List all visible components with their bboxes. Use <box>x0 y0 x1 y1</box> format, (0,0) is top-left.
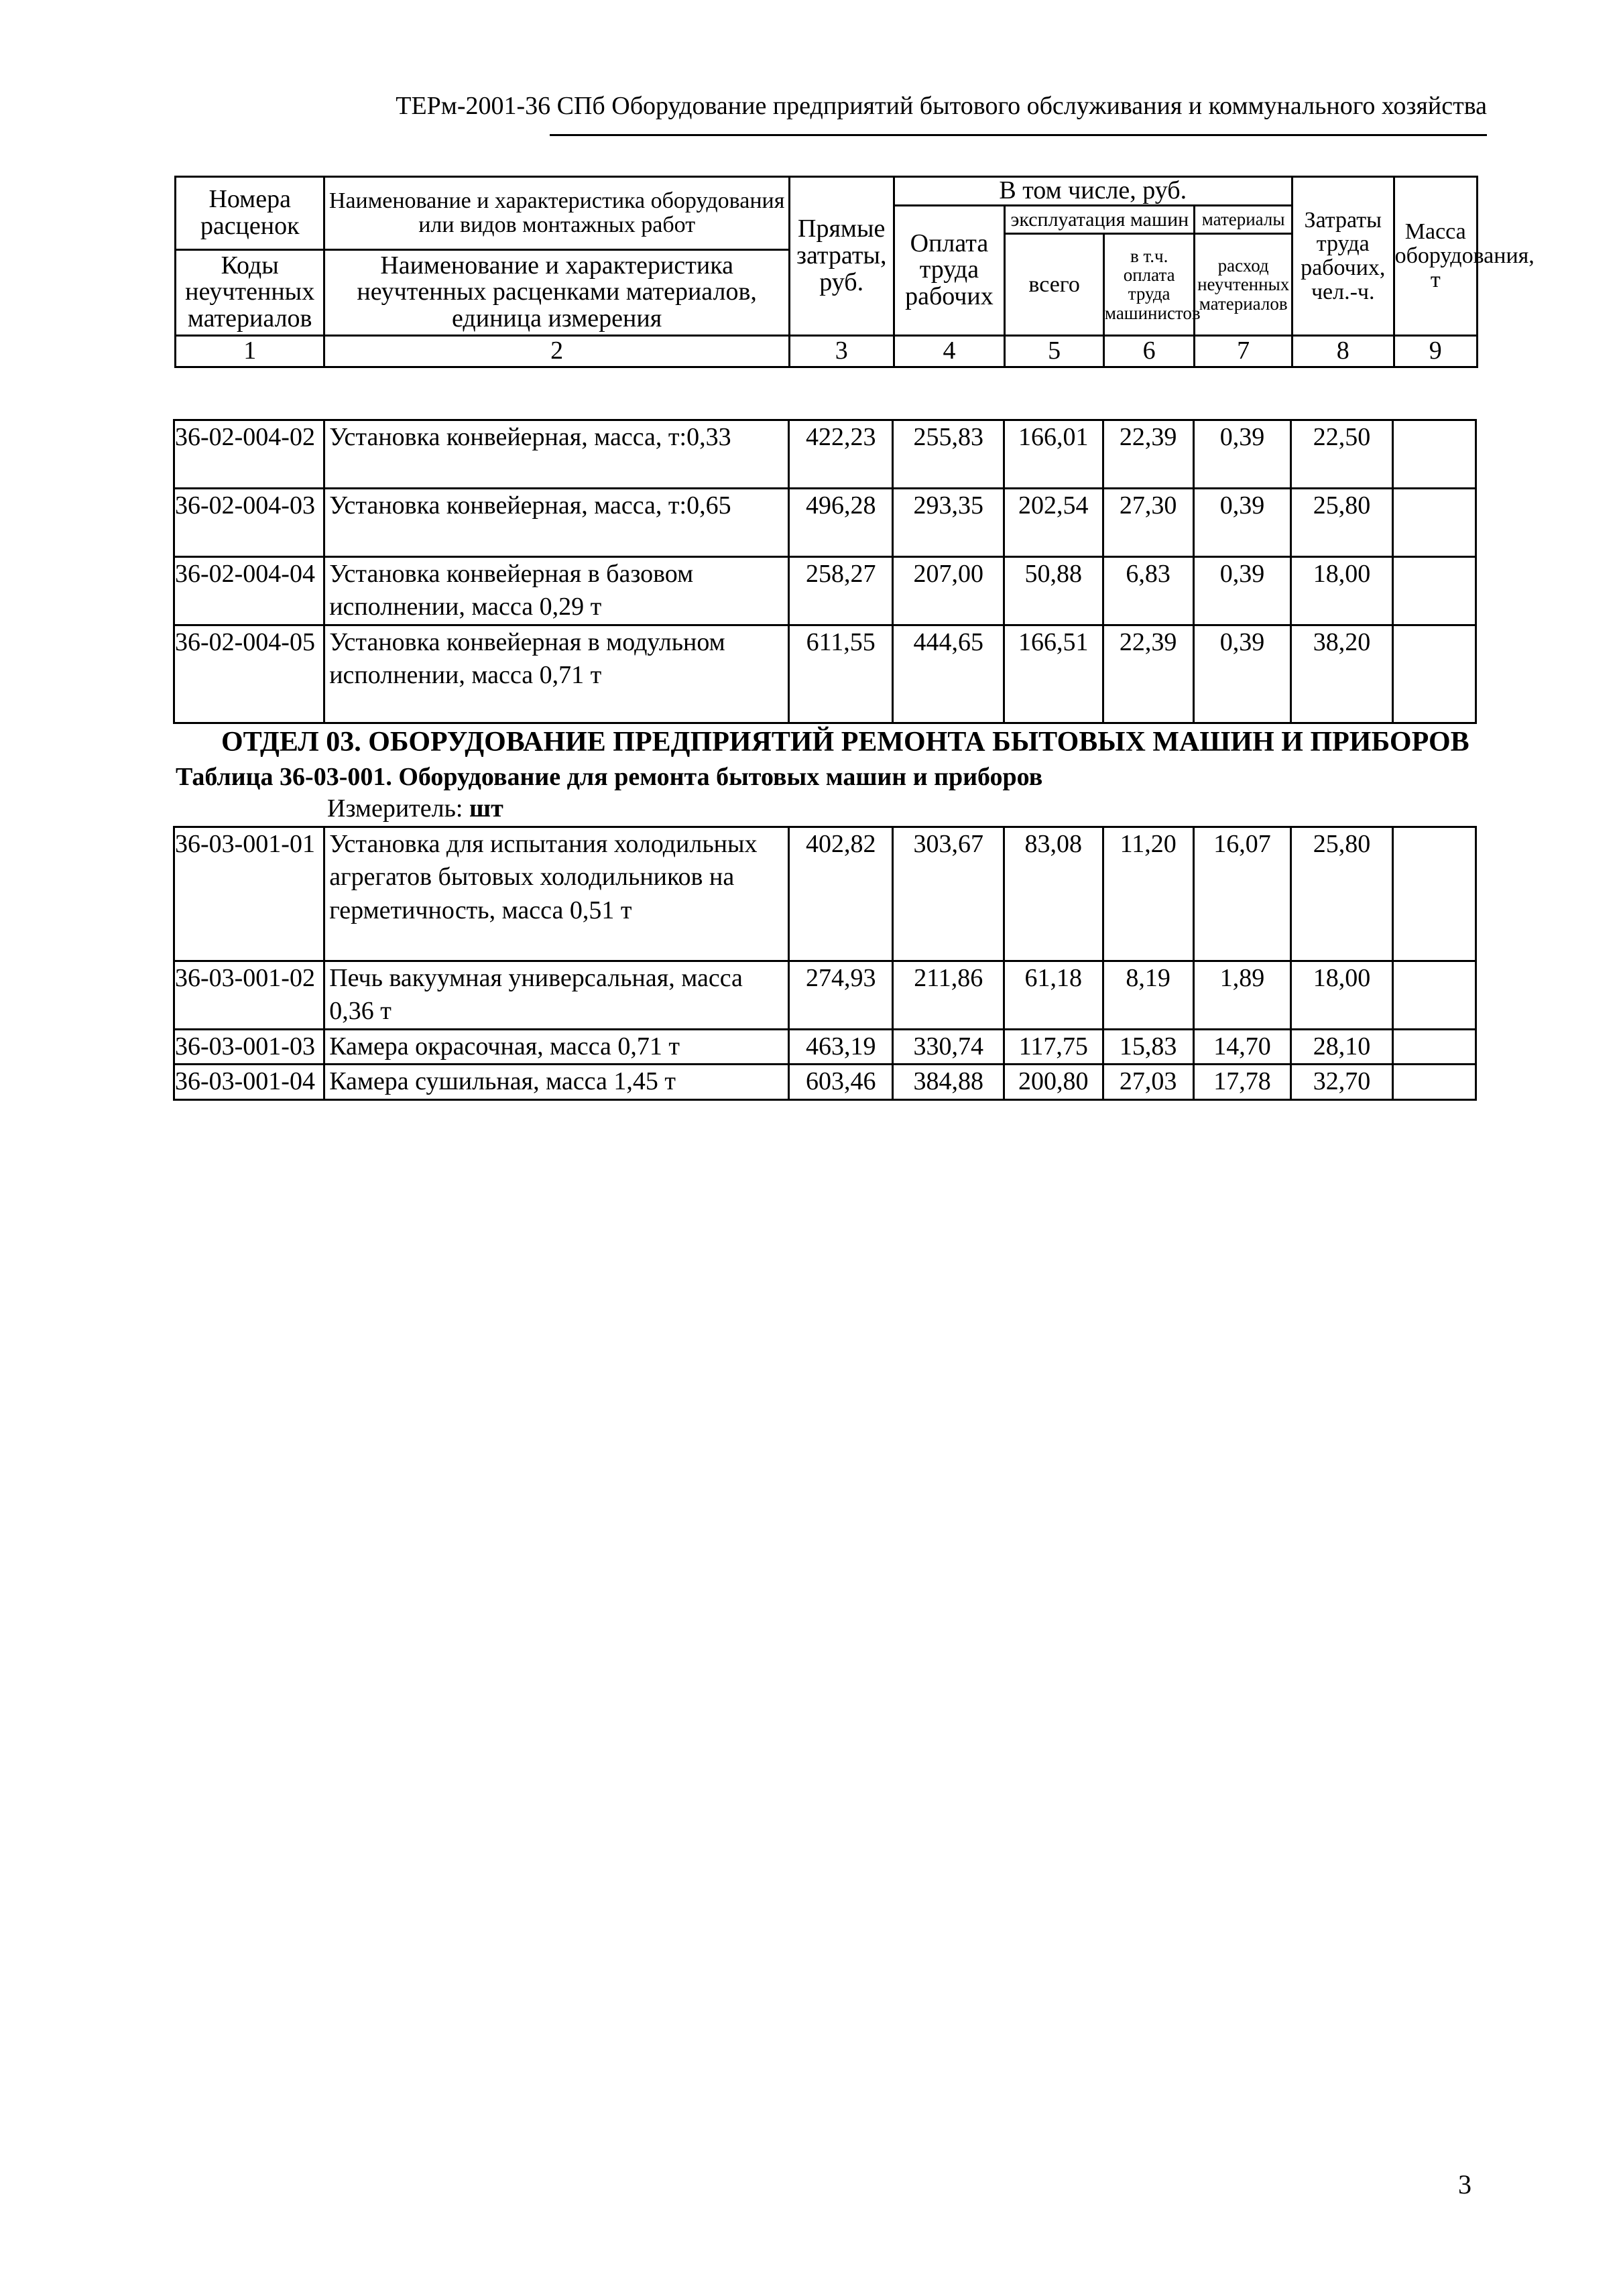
table-title: Таблица 36-03-001. Оборудование для ремонта бытовых машин и приборов <box>176 763 1043 791</box>
direct-cost: 603,46 <box>788 1065 893 1099</box>
labor-cost: 207,00 <box>893 557 1004 625</box>
section-title: ОТДЕЛ 03. ОБОРУДОВАНИЕ ПРЕДПРИЯТИЙ РЕМОНТА БЫТОВЫХ МАШИН И ПРИБОРОВ <box>221 727 1469 758</box>
machinist-labor: 27,03 <box>1103 1065 1193 1099</box>
labor-cost: 384,88 <box>893 1065 1004 1099</box>
rate-name: Установка конвейерная, масса, т:0,65 <box>324 489 789 557</box>
rate-code: 36-03-001-04 <box>174 1065 324 1099</box>
column-header-table <box>174 176 1535 368</box>
equipment-mass <box>1392 1065 1476 1099</box>
col6-header: в т.ч. оплата труда машинистов <box>1103 233 1194 335</box>
col9-header: Масса оборудования, т <box>1394 177 1477 336</box>
direct-cost: 258,27 <box>788 557 893 625</box>
equipment-mass <box>1392 1029 1476 1064</box>
rates-table-36-02-004 <box>173 419 1477 724</box>
direct-cost: 274,93 <box>788 961 893 1030</box>
rate-name: Печь вакуумная универсальная, масса 0,36 т <box>324 961 789 1030</box>
rate-code: 36-02-004-05 <box>174 625 324 723</box>
machine-total: 202,54 <box>1004 489 1103 557</box>
direct-cost: 611,55 <box>788 625 893 723</box>
labor-hours: 18,00 <box>1291 961 1392 1030</box>
equipment-mass <box>1392 557 1476 625</box>
direct-cost: 463,19 <box>788 1029 893 1064</box>
table-row <box>174 1029 1476 1064</box>
machine-total: 166,51 <box>1004 625 1103 723</box>
labor-hours: 22,50 <box>1291 420 1392 489</box>
materials-cost: 16,07 <box>1193 827 1290 961</box>
page-number: 3 <box>1458 2169 1471 2199</box>
machinist-labor: 22,39 <box>1103 420 1193 489</box>
materials-cost: 0,39 <box>1193 625 1290 723</box>
direct-cost: 496,28 <box>788 489 893 557</box>
machinist-labor: 15,83 <box>1103 1029 1193 1064</box>
rate-code: 36-02-004-03 <box>174 489 324 557</box>
table-row <box>174 625 1476 723</box>
materials-cost: 0,39 <box>1193 489 1290 557</box>
unit-label: Измеритель: <box>327 794 469 823</box>
column-number: 8 <box>1292 335 1394 367</box>
equipment-mass <box>1392 625 1476 723</box>
labor-hours: 18,00 <box>1291 557 1392 625</box>
materials-header: материалы <box>1195 205 1293 233</box>
table-row <box>174 827 1476 961</box>
direct-cost: 402,82 <box>788 827 893 961</box>
materials-cost: 0,39 <box>1193 557 1290 625</box>
materials-cost: 17,78 <box>1193 1065 1290 1099</box>
machine-total: 61,18 <box>1004 961 1103 1030</box>
machine-total: 117,75 <box>1004 1029 1103 1064</box>
rate-code: 36-03-001-03 <box>174 1029 324 1064</box>
unit-line <box>327 794 503 823</box>
table-row <box>174 489 1476 557</box>
rate-name: Камера окрасочная, масса 0,71 т <box>324 1029 789 1064</box>
labor-hours: 25,80 <box>1291 827 1392 961</box>
labor-hours: 28,10 <box>1291 1029 1392 1064</box>
column-number: 4 <box>894 335 1005 367</box>
materials-cost: 0,39 <box>1193 420 1290 489</box>
column-number: 9 <box>1394 335 1477 367</box>
column-number: 5 <box>1005 335 1104 367</box>
col5-header: всего <box>1005 233 1104 335</box>
table-row <box>174 1065 1476 1099</box>
machinist-labor: 8,19 <box>1103 961 1193 1030</box>
labor-hours: 32,70 <box>1291 1065 1392 1099</box>
rate-code: 36-03-001-01 <box>174 827 324 961</box>
labor-cost: 255,83 <box>893 420 1004 489</box>
col1-top-header: Номера расценок <box>176 177 324 250</box>
machines-header: эксплуатация машин <box>1005 205 1195 233</box>
labor-cost: 293,35 <box>893 489 1004 557</box>
group-header: В том числе, руб. <box>894 177 1292 206</box>
machine-total: 83,08 <box>1004 827 1103 961</box>
equipment-mass <box>1392 961 1476 1030</box>
rates-table-36-03-001 <box>173 826 1477 1101</box>
rate-name: Установка конвейерная, масса, т:0,33 <box>324 420 789 489</box>
col4-header: Оплата труда рабочих <box>894 205 1005 335</box>
labor-cost: 330,74 <box>893 1029 1004 1064</box>
column-number: 2 <box>324 335 789 367</box>
unit-value: шт <box>469 794 503 823</box>
materials-cost: 14,70 <box>1193 1029 1290 1064</box>
column-number: 1 <box>176 335 324 367</box>
table-row <box>174 420 1476 489</box>
col2-top-header: Наименование и характеристика оборудования или видов монтажных работ <box>324 177 789 250</box>
header-rule <box>550 134 1487 136</box>
rate-name: Установка конвейерная в базовом исполнении, масса 0,29 т <box>324 557 789 625</box>
rate-name: Камера сушильная, масса 1,45 т <box>324 1065 789 1099</box>
machine-total: 200,80 <box>1004 1065 1103 1099</box>
labor-hours: 25,80 <box>1291 489 1392 557</box>
machinist-labor: 22,39 <box>1103 625 1193 723</box>
rate-name: Установка конвейерная в модульном исполнении, масса 0,71 т <box>324 625 789 723</box>
rate-name: Установка для испытания холодильных агрегатов бытовых холодильников на герметичность, масса 0,51 т <box>324 827 789 961</box>
col3-header: Прямые затраты, руб. <box>789 177 894 336</box>
document-header: ТЕРм-2001-36 СПб Оборудование предприятий бытового обслуживания и коммунального хозяйства <box>396 92 1487 120</box>
rate-code: 36-02-004-04 <box>174 557 324 625</box>
table-row <box>174 557 1476 625</box>
column-number: 7 <box>1195 335 1293 367</box>
equipment-mass <box>1392 420 1476 489</box>
labor-cost: 444,65 <box>893 625 1004 723</box>
col8-header: Затраты труда рабочих, чел.-ч. <box>1292 177 1394 336</box>
labor-cost: 303,67 <box>893 827 1004 961</box>
labor-cost: 211,86 <box>893 961 1004 1030</box>
col7-header: расход неучтенных материалов <box>1195 233 1293 335</box>
machinist-labor: 6,83 <box>1103 557 1193 625</box>
col2-bottom-header: Наименование и характеристика неучтенных расценками материалов, единица измерения <box>324 249 789 335</box>
equipment-mass <box>1392 827 1476 961</box>
rate-code: 36-02-004-02 <box>174 420 324 489</box>
equipment-mass <box>1392 489 1476 557</box>
materials-cost: 1,89 <box>1193 961 1290 1030</box>
direct-cost: 422,23 <box>788 420 893 489</box>
column-number: 3 <box>789 335 894 367</box>
table-row <box>174 961 1476 1030</box>
labor-hours: 38,20 <box>1291 625 1392 723</box>
machinist-labor: 11,20 <box>1103 827 1193 961</box>
machinist-labor: 27,30 <box>1103 489 1193 557</box>
machine-total: 50,88 <box>1004 557 1103 625</box>
rate-code: 36-03-001-02 <box>174 961 324 1030</box>
col1-bottom-header: Коды неучтенных материалов <box>176 249 324 335</box>
column-number: 6 <box>1103 335 1194 367</box>
machine-total: 166,01 <box>1004 420 1103 489</box>
